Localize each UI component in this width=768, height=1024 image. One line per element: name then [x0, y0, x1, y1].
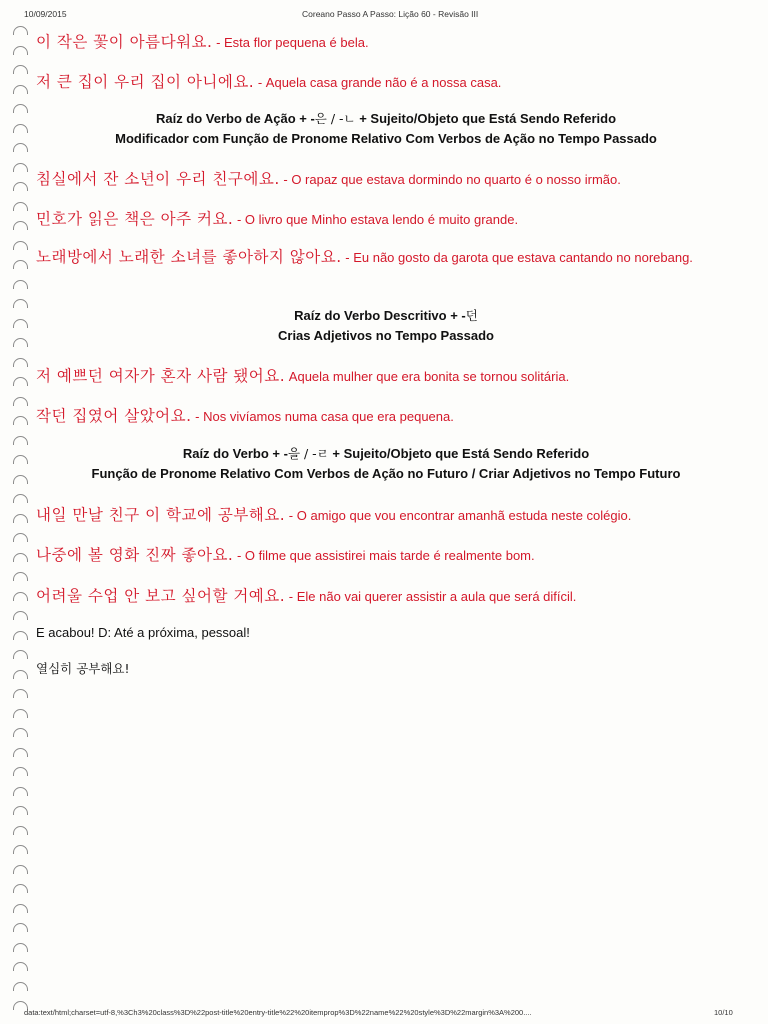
binder-ring-icon	[13, 202, 28, 211]
binder-ring-icon	[13, 416, 28, 425]
grammar-suffix: 은 / -ㄴ	[314, 111, 356, 126]
example-line	[36, 167, 736, 189]
binder-ring-icon	[13, 865, 28, 874]
binder-ring-icon	[13, 572, 28, 581]
binder-ring-icon	[13, 85, 28, 94]
binder-ring-icon	[13, 845, 28, 854]
translation: - Esta flor pequena é bela.	[212, 35, 369, 50]
translation: - Aquela casa grande não é a nossa casa.	[254, 75, 502, 90]
section-rule: Raíz do Verbo + -을 / -ㄹ + Sujeito/Objeto que Está Sendo Referido	[182, 446, 590, 461]
translation: - Ele não vai querer assistir a aula que será difícil.	[285, 589, 577, 604]
example-line	[36, 30, 736, 52]
binder-ring-icon	[13, 358, 28, 367]
section-description: Modificador com Função de Pronome Relativo Com Verbos de Ação no Tempo Passado	[115, 131, 657, 146]
example-line	[36, 207, 736, 229]
korean-sentence: 나중에 볼 영화 진짜 좋아요.	[36, 546, 234, 564]
example-line	[36, 543, 736, 565]
notebook-rings	[0, 0, 34, 1024]
example-line	[36, 404, 736, 426]
section-description: Função de Pronome Relativo Com Verbos de Ação no Futuro / Criar Adjetivos no Tempo Futuro	[91, 466, 681, 481]
grammar-suffix: 을 / -ㄹ	[287, 446, 329, 461]
binder-ring-icon	[13, 475, 28, 484]
binder-ring-icon	[13, 670, 28, 679]
translation: - Eu não gosto da garota que estava cantando no norebang.	[341, 250, 693, 265]
binder-ring-icon	[13, 26, 28, 35]
header-date: 10/09/2015	[24, 9, 67, 19]
binder-ring-icon	[13, 377, 28, 386]
binder-ring-icon	[13, 553, 28, 562]
translation: - Nos vivíamos numa casa que era pequena.	[191, 409, 454, 424]
binder-ring-icon	[13, 728, 28, 737]
grammar-suffix: 던	[465, 308, 478, 323]
binder-ring-icon	[13, 767, 28, 776]
binder-ring-icon	[13, 143, 28, 152]
binder-ring-icon	[13, 241, 28, 250]
section-heading	[36, 444, 736, 484]
translation: - O livro que Minho estava lendo é muito grande.	[233, 212, 519, 227]
section-heading	[36, 109, 736, 149]
binder-ring-icon	[13, 124, 28, 133]
binder-ring-icon	[13, 533, 28, 542]
binder-ring-icon	[13, 962, 28, 971]
binder-ring-icon	[13, 163, 28, 172]
korean-sentence: 저 예쁘던 여자가 혼자 사람 됐어요.	[36, 367, 286, 385]
binder-ring-icon	[13, 982, 28, 991]
binder-ring-icon	[13, 65, 28, 74]
korean-sentence: 저 큰 집이 우리 집이 아니에요.	[36, 73, 255, 91]
binder-ring-icon	[13, 338, 28, 347]
example-line	[36, 246, 736, 269]
binder-ring-icon	[13, 299, 28, 308]
korean-sentence: 어려울 수업 안 보고 싶어할 거예요.	[36, 587, 286, 605]
binder-ring-icon	[13, 806, 28, 815]
section-rule: Raíz do Verbo Descritivo + -던	[294, 308, 478, 323]
page-number: 10/10	[714, 1008, 733, 1017]
section-description: Crias Adjetivos no Tempo Passado	[278, 328, 494, 343]
binder-ring-icon	[13, 221, 28, 230]
closing-line: E acabou! D: Até a próxima, pessoal!	[36, 625, 250, 640]
korean-sentence: 민호가 읽은 책은 아주 커요.	[36, 210, 234, 228]
binder-ring-icon	[13, 436, 28, 445]
binder-ring-icon	[13, 182, 28, 191]
translation: Aquela mulher que era bonita se tornou solitária.	[285, 369, 570, 384]
example-line	[36, 70, 736, 92]
binder-ring-icon	[13, 923, 28, 932]
binder-ring-icon	[13, 260, 28, 269]
binder-ring-icon	[13, 943, 28, 952]
section-rule: Raíz do Verbo de Ação + -은 / -ㄴ + Sujeito/Objeto que Está Sendo Referido	[155, 111, 617, 126]
binder-ring-icon	[13, 514, 28, 523]
binder-ring-icon	[13, 280, 28, 289]
translation: - O amigo que vou encontrar amanhã estuda neste colégio.	[285, 508, 632, 523]
translation: - O rapaz que estava dormindo no quarto é o nosso irmão.	[279, 172, 621, 187]
binder-ring-icon	[13, 884, 28, 893]
binder-ring-icon	[13, 709, 28, 718]
korean-sentence: 작던 집였어 살았어요.	[36, 407, 192, 425]
binder-ring-icon	[13, 494, 28, 503]
binder-ring-icon	[13, 787, 28, 796]
binder-ring-icon	[13, 592, 28, 601]
example-line	[36, 584, 736, 606]
footer-url: data:text/html;charset=utf-8,%3Ch3%20class%3D%22post-title%20entry-title%22%20itemprop%3D%22name%22%20style%3D%22margin%3A%200....	[24, 1008, 532, 1017]
binder-ring-icon	[13, 904, 28, 913]
binder-ring-icon	[13, 455, 28, 464]
korean-sentence: 노래방에서 노래한 소녀를 좋아하지 않아요.	[36, 248, 342, 266]
binder-ring-icon	[13, 826, 28, 835]
page-footer	[0, 1008, 768, 1022]
binder-ring-icon	[13, 319, 28, 328]
binder-ring-icon	[13, 104, 28, 113]
closing-korean: 열심히 공부해요!	[36, 661, 130, 676]
binder-ring-icon	[13, 631, 28, 640]
example-line	[36, 364, 736, 386]
korean-sentence: 이 작은 꽃이 아름다워요.	[36, 33, 213, 51]
binder-ring-icon	[13, 397, 28, 406]
binder-ring-icon	[13, 46, 28, 55]
binder-ring-icon	[13, 748, 28, 757]
binder-ring-icon	[13, 611, 28, 620]
translation: - O filme que assistirei mais tarde é realmente bom.	[233, 548, 535, 563]
header-title: Coreano Passo A Passo: Lição 60 - Revisão III	[302, 9, 479, 19]
binder-ring-icon	[13, 650, 28, 659]
section-heading	[36, 306, 736, 346]
binder-ring-icon	[13, 689, 28, 698]
korean-sentence: 침실에서 잔 소년이 우리 친구에요.	[36, 170, 280, 188]
korean-sentence: 내일 만날 친구 이 학교에 공부해요.	[36, 506, 286, 524]
example-line	[36, 503, 736, 525]
page-header	[0, 9, 768, 23]
